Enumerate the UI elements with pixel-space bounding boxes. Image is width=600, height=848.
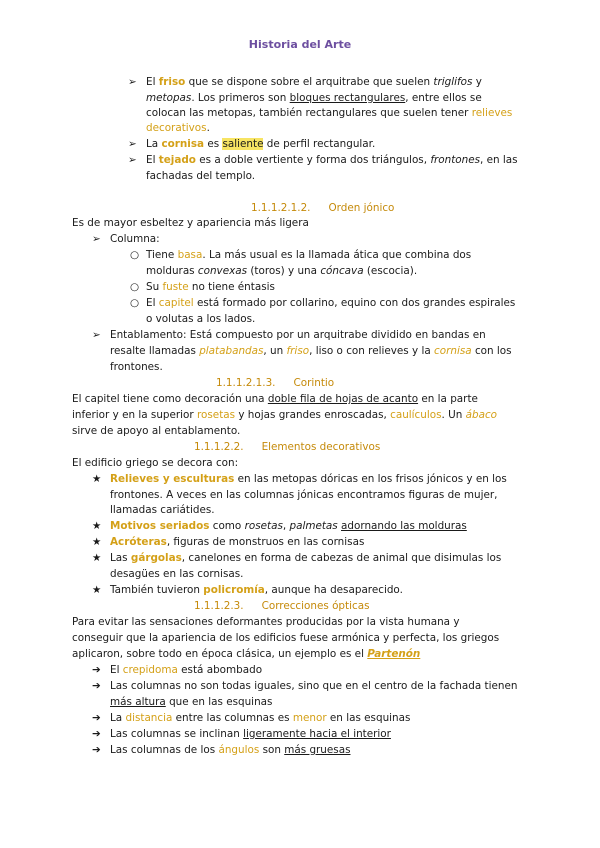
policromia-paragraph: También tuvieron policromía, aunque ha desaparecido. bbox=[110, 584, 403, 596]
circle-bullet-icon: ○ bbox=[130, 297, 140, 309]
star-bullet-icon: ★ bbox=[92, 473, 102, 485]
section-heading-decorative: 1.1.1.2.2. Elementos decorativos bbox=[194, 441, 381, 453]
corinthian-paragraph: El capitel tiene como decoración una doble fila de hojas de acanto en la parte bbox=[72, 393, 478, 405]
thin-arrow-bullet-icon: ➔ bbox=[92, 680, 101, 692]
gargolas-paragraph-line2: desagües en las cornisas. bbox=[110, 568, 244, 580]
arrow-bullet-icon: ➢ bbox=[92, 329, 101, 341]
decorative-intro: El edificio griego se decora con: bbox=[72, 457, 239, 469]
gargolas-paragraph: Las gárgolas, canelones en forma de cabezas de animal que disimulas los bbox=[110, 552, 502, 564]
corinthian-paragraph-line3: sirve de apoyo al entablamento. bbox=[72, 425, 241, 437]
basa-paragraph-line2: molduras convexas (toros) y una cóncava (escocia). bbox=[146, 265, 418, 277]
angulos-item: Las columnas de los ángulos son más gruesas bbox=[110, 744, 351, 756]
arrow-bullet-icon: ➢ bbox=[128, 154, 137, 166]
friso-paragraph: El friso que se dispone sobre el arquitrabe que suelen triglifos y bbox=[146, 76, 482, 88]
entablamento-paragraph-line2: resalte llamadas platabandas, un friso, liso o con relieves y la cornisa con los bbox=[110, 345, 512, 357]
cornisa-paragraph: La cornisa es saliente de perfil rectangular. bbox=[146, 138, 376, 150]
optical-intro: Para evitar las sensaciones deformantes producidas por la vista humana y bbox=[72, 616, 460, 628]
arrow-bullet-icon: ➢ bbox=[92, 233, 101, 245]
arrow-bullet-icon: ➢ bbox=[128, 76, 137, 88]
page-title: Historia del Arte bbox=[248, 38, 352, 51]
entablamento-paragraph-line3: frontones. bbox=[110, 361, 163, 373]
thin-arrow-bullet-icon: ➔ bbox=[92, 664, 101, 676]
acroteras-paragraph: Acróteras, figuras de monstruos en las cornisas bbox=[110, 536, 365, 548]
relieves-paragraph: Relieves y esculturas en las metopas dóricas en los frisos jónicos y en los bbox=[110, 473, 507, 485]
motivos-paragraph: Motivos seriados como rosetas, palmetas adornando las molduras bbox=[110, 520, 467, 532]
star-bullet-icon: ★ bbox=[92, 536, 102, 548]
fuste-paragraph: Su fuste no tiene éntasis bbox=[146, 281, 275, 293]
columnas-altura-item-line2: más altura que en las esquinas bbox=[110, 696, 273, 708]
basa-paragraph: Tiene basa. La más usual es la llamada ática que combina dos bbox=[146, 249, 472, 261]
crepidoma-item: El crepidoma está abombado bbox=[110, 664, 263, 676]
friso-paragraph-line3: colocan las metopas, también rectangulares que suelen tener relieves bbox=[146, 107, 513, 119]
relieves-paragraph-line3: llamadas cariátides. bbox=[110, 504, 215, 516]
star-bullet-icon: ★ bbox=[92, 584, 102, 596]
thin-arrow-bullet-icon: ➔ bbox=[92, 728, 101, 740]
relieves-paragraph-line2: frontones. A veces en las columnas jónicas encontramos figuras de mujer, bbox=[110, 489, 498, 501]
arrow-bullet-icon: ➢ bbox=[128, 138, 137, 150]
section-heading-optical: 1.1.1.2.3. Correcciones ópticas bbox=[194, 600, 370, 612]
capitel-paragraph: El capitel está formado por collarino, equino con dos grandes espirales bbox=[146, 297, 516, 309]
corinthian-paragraph-line2: inferior y en la superior rosetas y hojas grandes enroscadas, caulículos. Un ábaco bbox=[72, 409, 498, 421]
entablamento-paragraph: Entablamento: Está compuesto por un arquitrabe dividido en bandas en bbox=[110, 329, 486, 341]
tejado-paragraph-line2: fachadas del templo. bbox=[146, 170, 256, 182]
optical-intro-line2: conseguir que la apariencia de los edificios fuese armónica y perfecta, los griegos bbox=[72, 632, 500, 644]
thin-arrow-bullet-icon: ➔ bbox=[92, 744, 101, 756]
star-bullet-icon: ★ bbox=[92, 520, 102, 532]
capitel-paragraph-line2: o volutas a los lados. bbox=[146, 313, 256, 325]
section-heading-corinthian: 1.1.1.2.1.3. Corintio bbox=[216, 377, 335, 389]
inclinacion-item: Las columnas se inclinan ligeramente hacia el interior bbox=[110, 728, 391, 740]
columnas-altura-item: Las columnas no son todas iguales, sino que en el centro de la fachada tienen bbox=[110, 680, 518, 692]
friso-paragraph-line2: metopas. Los primeros son bloques rectangulares, entre ellos se bbox=[146, 92, 482, 104]
tejado-paragraph: El tejado es a doble vertiente y forma dos triángulos, frontones, en las bbox=[146, 154, 518, 166]
thin-arrow-bullet-icon: ➔ bbox=[92, 712, 101, 724]
circle-bullet-icon: ○ bbox=[130, 281, 140, 293]
section-heading-ionic: 1.1.1.2.1.2. Orden jónico bbox=[251, 202, 395, 214]
star-bullet-icon: ★ bbox=[92, 552, 102, 564]
ionic-intro: Es de mayor esbeltez y apariencia más ligera bbox=[72, 217, 309, 229]
friso-paragraph-line4: decorativos. bbox=[146, 122, 210, 134]
optical-intro-line3: aplicaron, sobre todo en época clásica, un ejemplo es el Partenón bbox=[72, 648, 421, 660]
distancia-item: La distancia entre las columnas es menor en las esquinas bbox=[110, 712, 411, 724]
columna-label: Columna: bbox=[110, 233, 160, 245]
circle-bullet-icon: ○ bbox=[130, 249, 140, 261]
